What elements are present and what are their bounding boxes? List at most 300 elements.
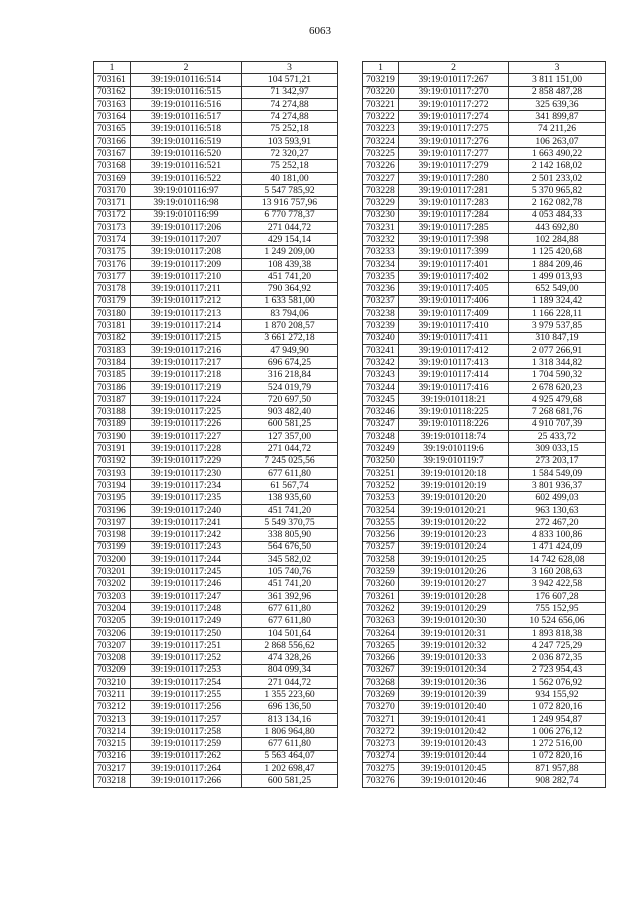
row-number-cell: 703251 (363, 467, 399, 479)
value-cell: 316 218,84 (242, 369, 338, 381)
row-number-cell: 703271 (363, 713, 399, 725)
value-cell: 47 949,90 (242, 344, 338, 356)
row-number-cell: 703198 (94, 529, 131, 541)
row-number-cell: 703255 (363, 516, 399, 528)
cadastral-number-cell: 39:19:010116:99 (131, 209, 242, 221)
value-cell: 1 806 964,80 (242, 726, 338, 738)
cadastral-number-cell: 39:19:010118:74 (399, 430, 509, 442)
table-body-right (363, 74, 606, 787)
value-cell: 1 499 013,93 (509, 271, 606, 283)
cadastral-number-cell: 39:19:010117:401 (399, 258, 509, 270)
row-number-cell: 703179 (94, 295, 131, 307)
table-row (94, 639, 338, 651)
value-cell: 1 471 424,09 (509, 541, 606, 553)
cadastral-number-cell: 39:19:010117:209 (131, 258, 242, 270)
value-cell: 1 072 820,16 (509, 750, 606, 762)
row-number-cell: 703247 (363, 418, 399, 430)
cadastral-number-cell: 39:19:010117:272 (399, 98, 509, 110)
cadastral-number-cell: 39:19:010120:20 (399, 492, 509, 504)
row-number-cell: 703170 (94, 184, 131, 196)
cadastral-number-cell: 39:19:010120:45 (399, 762, 509, 774)
table-row (94, 320, 338, 332)
row-number-cell: 703185 (94, 369, 131, 381)
table-row (94, 160, 338, 172)
cadastral-number-cell: 39:19:010117:218 (131, 369, 242, 381)
row-number-cell: 703268 (363, 676, 399, 688)
cadastral-number-cell: 39:19:010120:33 (399, 652, 509, 664)
table-row (94, 135, 338, 147)
row-number-cell: 703258 (363, 553, 399, 565)
cadastral-number-cell: 39:19:010117:264 (131, 762, 242, 774)
value-cell: 75 252,18 (242, 123, 338, 135)
row-number-cell: 703191 (94, 443, 131, 455)
row-number-cell: 703227 (363, 172, 399, 184)
row-number-cell: 703188 (94, 406, 131, 418)
table-row (94, 258, 338, 270)
table-body-left (94, 74, 338, 787)
table-row (363, 295, 606, 307)
table-row (94, 418, 338, 430)
row-number-cell: 703162 (94, 86, 131, 98)
cadastral-number-cell: 39:19:010116:514 (131, 74, 242, 86)
value-cell: 1 202 698,47 (242, 762, 338, 774)
page-number: 6063 (309, 25, 331, 37)
cadastral-number-cell: 39:19:010117:246 (131, 578, 242, 590)
cadastral-number-cell: 39:19:010116:98 (131, 197, 242, 209)
value-cell: 1 893 818,38 (509, 627, 606, 639)
value-cell: 310 847,19 (509, 332, 606, 344)
table-row (363, 271, 606, 283)
row-number-cell: 703269 (363, 689, 399, 701)
table-header-row (363, 62, 606, 74)
table-row (363, 639, 606, 651)
value-cell: 5 549 370,75 (242, 516, 338, 528)
table-row (363, 74, 606, 86)
cadastral-number-cell: 39:19:010117:242 (131, 529, 242, 541)
row-number-cell: 703244 (363, 381, 399, 393)
table-row (363, 283, 606, 295)
value-cell: 1 318 344,82 (509, 357, 606, 369)
cadastral-number-cell: 39:19:010117:229 (131, 455, 242, 467)
cadastral-number-cell: 39:19:010117:398 (399, 234, 509, 246)
row-number-cell: 703176 (94, 258, 131, 270)
row-number-cell: 703257 (363, 541, 399, 553)
cadastral-number-cell: 39:19:010117:244 (131, 553, 242, 565)
row-number-cell: 703203 (94, 590, 131, 602)
cadastral-number-cell: 39:19:010120:41 (399, 713, 509, 725)
value-cell: 271 044,72 (242, 221, 338, 233)
cadastral-number-cell: 39:19:010117:253 (131, 664, 242, 676)
row-number-cell: 703180 (94, 307, 131, 319)
table-row (363, 553, 606, 565)
value-cell: 7 245 025,56 (242, 455, 338, 467)
cadastral-number-cell: 39:19:010117:206 (131, 221, 242, 233)
value-cell: 2 036 872,35 (509, 652, 606, 664)
row-number-cell: 703228 (363, 184, 399, 196)
table-row (94, 603, 338, 615)
row-number-cell: 703219 (363, 74, 399, 86)
cadastral-number-cell: 39:19:010120:23 (399, 529, 509, 541)
row-number-cell: 703163 (94, 98, 131, 110)
value-cell: 871 957,88 (509, 762, 606, 774)
table-row (94, 467, 338, 479)
table-row (363, 246, 606, 258)
value-cell: 4 925 479,68 (509, 394, 606, 406)
table-row (363, 98, 606, 110)
cadastral-number-cell: 39:19:010117:235 (131, 492, 242, 504)
row-number-cell: 703276 (363, 775, 399, 787)
cadastral-number-cell: 39:19:010116:521 (131, 160, 242, 172)
table-row (94, 492, 338, 504)
row-number-cell: 703272 (363, 726, 399, 738)
row-number-cell: 703245 (363, 394, 399, 406)
table-row (363, 467, 606, 479)
cadastral-number-cell: 39:19:010119:7 (399, 455, 509, 467)
cadastral-table-left (93, 61, 338, 788)
row-number-cell: 703248 (363, 430, 399, 442)
row-number-cell: 703189 (94, 418, 131, 430)
row-number-cell: 703183 (94, 344, 131, 356)
value-cell: 74 274,88 (242, 98, 338, 110)
cadastral-number-cell: 39:19:010117:274 (399, 111, 509, 123)
value-cell: 1 884 209,46 (509, 258, 606, 270)
cadastral-number-cell: 39:19:010117:212 (131, 295, 242, 307)
cadastral-number-cell: 39:19:010117:234 (131, 480, 242, 492)
value-cell: 564 676,50 (242, 541, 338, 553)
cadastral-number-cell: 39:19:010117:262 (131, 750, 242, 762)
table-row (363, 664, 606, 676)
cadastral-number-cell: 39:19:010117:266 (131, 775, 242, 787)
table-row (363, 332, 606, 344)
table-row (94, 566, 338, 578)
cadastral-number-cell: 39:19:010117:406 (399, 295, 509, 307)
value-cell: 524 019,79 (242, 381, 338, 393)
value-cell: 273 203,17 (509, 455, 606, 467)
row-number-cell: 703208 (94, 652, 131, 664)
value-cell: 138 935,60 (242, 492, 338, 504)
value-cell: 2 678 620,23 (509, 381, 606, 393)
value-cell: 1 633 581,00 (242, 295, 338, 307)
value-cell: 652 549,00 (509, 283, 606, 295)
table-row (94, 369, 338, 381)
value-cell: 1 072 820,16 (509, 701, 606, 713)
value-cell: 338 805,90 (242, 529, 338, 541)
row-number-cell: 703173 (94, 221, 131, 233)
value-cell: 1 272 516,00 (509, 738, 606, 750)
table-row (363, 197, 606, 209)
value-cell: 696 136,50 (242, 701, 338, 713)
cadastral-number-cell: 39:19:010120:26 (399, 566, 509, 578)
cadastral-number-cell: 39:19:010117:213 (131, 307, 242, 319)
cadastral-number-cell: 39:19:010116:520 (131, 148, 242, 160)
value-cell: 361 392,96 (242, 590, 338, 602)
row-number-cell: 703201 (94, 566, 131, 578)
table-header-row (94, 62, 338, 74)
value-cell: 72 320,27 (242, 148, 338, 160)
row-number-cell: 703274 (363, 750, 399, 762)
row-number-cell: 703249 (363, 443, 399, 455)
cadastral-number-cell: 39:19:010117:243 (131, 541, 242, 553)
value-cell: 2 142 168,02 (509, 160, 606, 172)
value-cell: 271 044,72 (242, 443, 338, 455)
table-row (363, 369, 606, 381)
row-number-cell: 703275 (363, 762, 399, 774)
table-row (363, 603, 606, 615)
table-row (94, 590, 338, 602)
table-row (94, 357, 338, 369)
value-cell: 13 916 757,96 (242, 197, 338, 209)
value-cell: 963 130,63 (509, 504, 606, 516)
row-number-cell: 703194 (94, 480, 131, 492)
table-row (94, 381, 338, 393)
cadastral-number-cell: 39:19:010117:284 (399, 209, 509, 221)
row-number-cell: 703253 (363, 492, 399, 504)
cadastral-number-cell: 39:19:010120:34 (399, 664, 509, 676)
cadastral-number-cell: 39:19:010117:250 (131, 627, 242, 639)
value-cell: 677 611,80 (242, 615, 338, 627)
table-row (94, 271, 338, 283)
cadastral-number-cell: 39:19:010117:409 (399, 307, 509, 319)
row-number-cell: 703225 (363, 148, 399, 160)
cadastral-number-cell: 39:19:010117:254 (131, 676, 242, 688)
row-number-cell: 703166 (94, 135, 131, 147)
table-row (363, 394, 606, 406)
row-number-cell: 703209 (94, 664, 131, 676)
table-row (94, 738, 338, 750)
row-number-cell: 703240 (363, 332, 399, 344)
row-number-cell: 703263 (363, 615, 399, 627)
value-cell: 75 252,18 (242, 160, 338, 172)
cadastral-number-cell: 39:19:010120:43 (399, 738, 509, 750)
table-row (363, 430, 606, 442)
cadastral-number-cell: 39:19:010117:399 (399, 246, 509, 258)
row-number-cell: 703221 (363, 98, 399, 110)
cadastral-number-cell: 39:19:010120:21 (399, 504, 509, 516)
table-row (94, 98, 338, 110)
cadastral-number-cell: 39:19:010117:257 (131, 713, 242, 725)
table-row (94, 344, 338, 356)
cadastral-number-cell: 39:19:010117:255 (131, 689, 242, 701)
table-row (363, 480, 606, 492)
value-cell: 1 166 228,11 (509, 307, 606, 319)
value-cell: 4 910 707,39 (509, 418, 606, 430)
cadastral-number-cell: 39:19:010117:247 (131, 590, 242, 602)
cadastral-number-cell: 39:19:010120:31 (399, 627, 509, 639)
table-row (94, 332, 338, 344)
cadastral-number-cell: 39:19:010118:225 (399, 406, 509, 418)
value-cell: 908 282,74 (509, 775, 606, 787)
table-row (94, 750, 338, 762)
cadastral-number-cell: 39:19:010117:219 (131, 381, 242, 393)
value-cell: 40 181,00 (242, 172, 338, 184)
row-number-cell: 703262 (363, 603, 399, 615)
column-header: 2 (399, 62, 509, 74)
row-number-cell: 703233 (363, 246, 399, 258)
cadastral-number-cell: 39:19:010117:227 (131, 430, 242, 442)
value-cell: 104 501,64 (242, 627, 338, 639)
value-cell: 3 811 151,00 (509, 74, 606, 86)
value-cell: 10 524 656,06 (509, 615, 606, 627)
value-cell: 755 152,95 (509, 603, 606, 615)
table-row (363, 578, 606, 590)
table-row (94, 775, 338, 787)
value-cell: 74 211,26 (509, 123, 606, 135)
value-cell: 25 433,72 (509, 430, 606, 442)
cadastral-number-cell: 39:19:010120:42 (399, 726, 509, 738)
row-number-cell: 703254 (363, 504, 399, 516)
row-number-cell: 703266 (363, 652, 399, 664)
cadastral-number-cell: 39:19:010117:258 (131, 726, 242, 738)
table-row (94, 652, 338, 664)
cadastral-number-cell: 39:19:010117:416 (399, 381, 509, 393)
value-cell: 5 563 464,07 (242, 750, 338, 762)
table-row (94, 209, 338, 221)
row-number-cell: 703213 (94, 713, 131, 725)
table-row (94, 713, 338, 725)
row-number-cell: 703187 (94, 394, 131, 406)
row-number-cell: 703236 (363, 283, 399, 295)
cadastral-number-cell: 39:19:010117:276 (399, 135, 509, 147)
table-row (363, 590, 606, 602)
row-number-cell: 703178 (94, 283, 131, 295)
column-header: 3 (509, 62, 606, 74)
cadastral-number-cell: 39:19:010117:252 (131, 652, 242, 664)
table-row (363, 652, 606, 664)
cadastral-number-cell: 39:19:010117:277 (399, 148, 509, 160)
cadastral-number-cell: 39:19:010117:215 (131, 332, 242, 344)
column-header: 3 (242, 62, 338, 74)
row-number-cell: 703172 (94, 209, 131, 221)
row-number-cell: 703256 (363, 529, 399, 541)
cadastral-number-cell: 39:19:010120:36 (399, 676, 509, 688)
cadastral-number-cell: 39:19:010117:275 (399, 123, 509, 135)
table-row (363, 701, 606, 713)
value-cell: 3 979 537,85 (509, 320, 606, 332)
row-number-cell: 703270 (363, 701, 399, 713)
value-cell: 1 584 549,09 (509, 467, 606, 479)
cadastral-number-cell: 39:19:010117:402 (399, 271, 509, 283)
cadastral-table-right (362, 61, 606, 788)
table-row (363, 344, 606, 356)
row-number-cell: 703190 (94, 430, 131, 442)
value-cell: 2 858 487,28 (509, 86, 606, 98)
cadastral-number-cell: 39:19:010117:248 (131, 603, 242, 615)
cadastral-number-cell: 39:19:010116:518 (131, 123, 242, 135)
cadastral-number-cell: 39:19:010120:24 (399, 541, 509, 553)
row-number-cell: 703264 (363, 627, 399, 639)
table-row (363, 713, 606, 725)
table-row (94, 529, 338, 541)
row-number-cell: 703197 (94, 516, 131, 528)
row-number-cell: 703182 (94, 332, 131, 344)
value-cell: 104 571,21 (242, 74, 338, 86)
cadastral-number-cell: 39:19:010120:44 (399, 750, 509, 762)
cadastral-number-cell: 39:19:010117:405 (399, 283, 509, 295)
value-cell: 602 499,03 (509, 492, 606, 504)
value-cell: 696 674,25 (242, 357, 338, 369)
row-number-cell: 703175 (94, 246, 131, 258)
row-number-cell: 703273 (363, 738, 399, 750)
table-row (94, 664, 338, 676)
value-cell: 2 077 266,91 (509, 344, 606, 356)
value-cell: 309 033,15 (509, 443, 606, 455)
row-number-cell: 703215 (94, 738, 131, 750)
table-row (94, 234, 338, 246)
table-row (94, 430, 338, 442)
table-row (363, 566, 606, 578)
value-cell: 443 692,80 (509, 221, 606, 233)
cadastral-number-cell: 39:19:010119:6 (399, 443, 509, 455)
value-cell: 1 870 208,57 (242, 320, 338, 332)
cadastral-number-cell: 39:19:010117:225 (131, 406, 242, 418)
value-cell: 2 501 233,02 (509, 172, 606, 184)
table-row (363, 627, 606, 639)
value-cell: 74 274,88 (242, 111, 338, 123)
value-cell: 451 741,20 (242, 271, 338, 283)
row-number-cell: 703250 (363, 455, 399, 467)
row-number-cell: 703222 (363, 111, 399, 123)
table-row (363, 172, 606, 184)
value-cell: 677 611,80 (242, 738, 338, 750)
table-row (363, 516, 606, 528)
cadastral-number-cell: 39:19:010120:22 (399, 516, 509, 528)
table-row (363, 258, 606, 270)
cadastral-number-cell: 39:19:010116:517 (131, 111, 242, 123)
value-cell: 1 189 324,42 (509, 295, 606, 307)
row-number-cell: 703229 (363, 197, 399, 209)
table-row (363, 504, 606, 516)
cadastral-number-cell: 39:19:010117:208 (131, 246, 242, 258)
table-row (363, 184, 606, 196)
row-number-cell: 703165 (94, 123, 131, 135)
value-cell: 804 099,34 (242, 664, 338, 676)
row-number-cell: 703267 (363, 664, 399, 676)
cadastral-number-cell: 39:19:010117:230 (131, 467, 242, 479)
cadastral-number-cell: 39:19:010117:285 (399, 221, 509, 233)
table-row (94, 246, 338, 258)
table-row (94, 74, 338, 86)
row-number-cell: 703260 (363, 578, 399, 590)
value-cell: 1 249 209,00 (242, 246, 338, 258)
cadastral-number-cell: 39:19:010118:21 (399, 394, 509, 406)
row-number-cell: 703164 (94, 111, 131, 123)
table-row (94, 86, 338, 98)
value-cell: 1 663 490,22 (509, 148, 606, 160)
value-cell: 14 742 628,08 (509, 553, 606, 565)
cadastral-number-cell: 39:19:010118:226 (399, 418, 509, 430)
row-number-cell: 703230 (363, 209, 399, 221)
value-cell: 108 439,38 (242, 258, 338, 270)
row-number-cell: 703231 (363, 221, 399, 233)
table-row (363, 135, 606, 147)
row-number-cell: 703207 (94, 639, 131, 651)
cadastral-number-cell: 39:19:010120:28 (399, 590, 509, 602)
cadastral-number-cell: 39:19:010120:25 (399, 553, 509, 565)
cadastral-number-cell: 39:19:010117:267 (399, 74, 509, 86)
row-number-cell: 703167 (94, 148, 131, 160)
value-cell: 103 593,91 (242, 135, 338, 147)
row-number-cell: 703239 (363, 320, 399, 332)
value-cell: 677 611,80 (242, 467, 338, 479)
row-number-cell: 703243 (363, 369, 399, 381)
row-number-cell: 703200 (94, 553, 131, 565)
table-row (94, 516, 338, 528)
row-number-cell: 703181 (94, 320, 131, 332)
row-number-cell: 703192 (94, 455, 131, 467)
cadastral-number-cell: 39:19:010117:210 (131, 271, 242, 283)
table-row (94, 123, 338, 135)
row-number-cell: 703238 (363, 307, 399, 319)
